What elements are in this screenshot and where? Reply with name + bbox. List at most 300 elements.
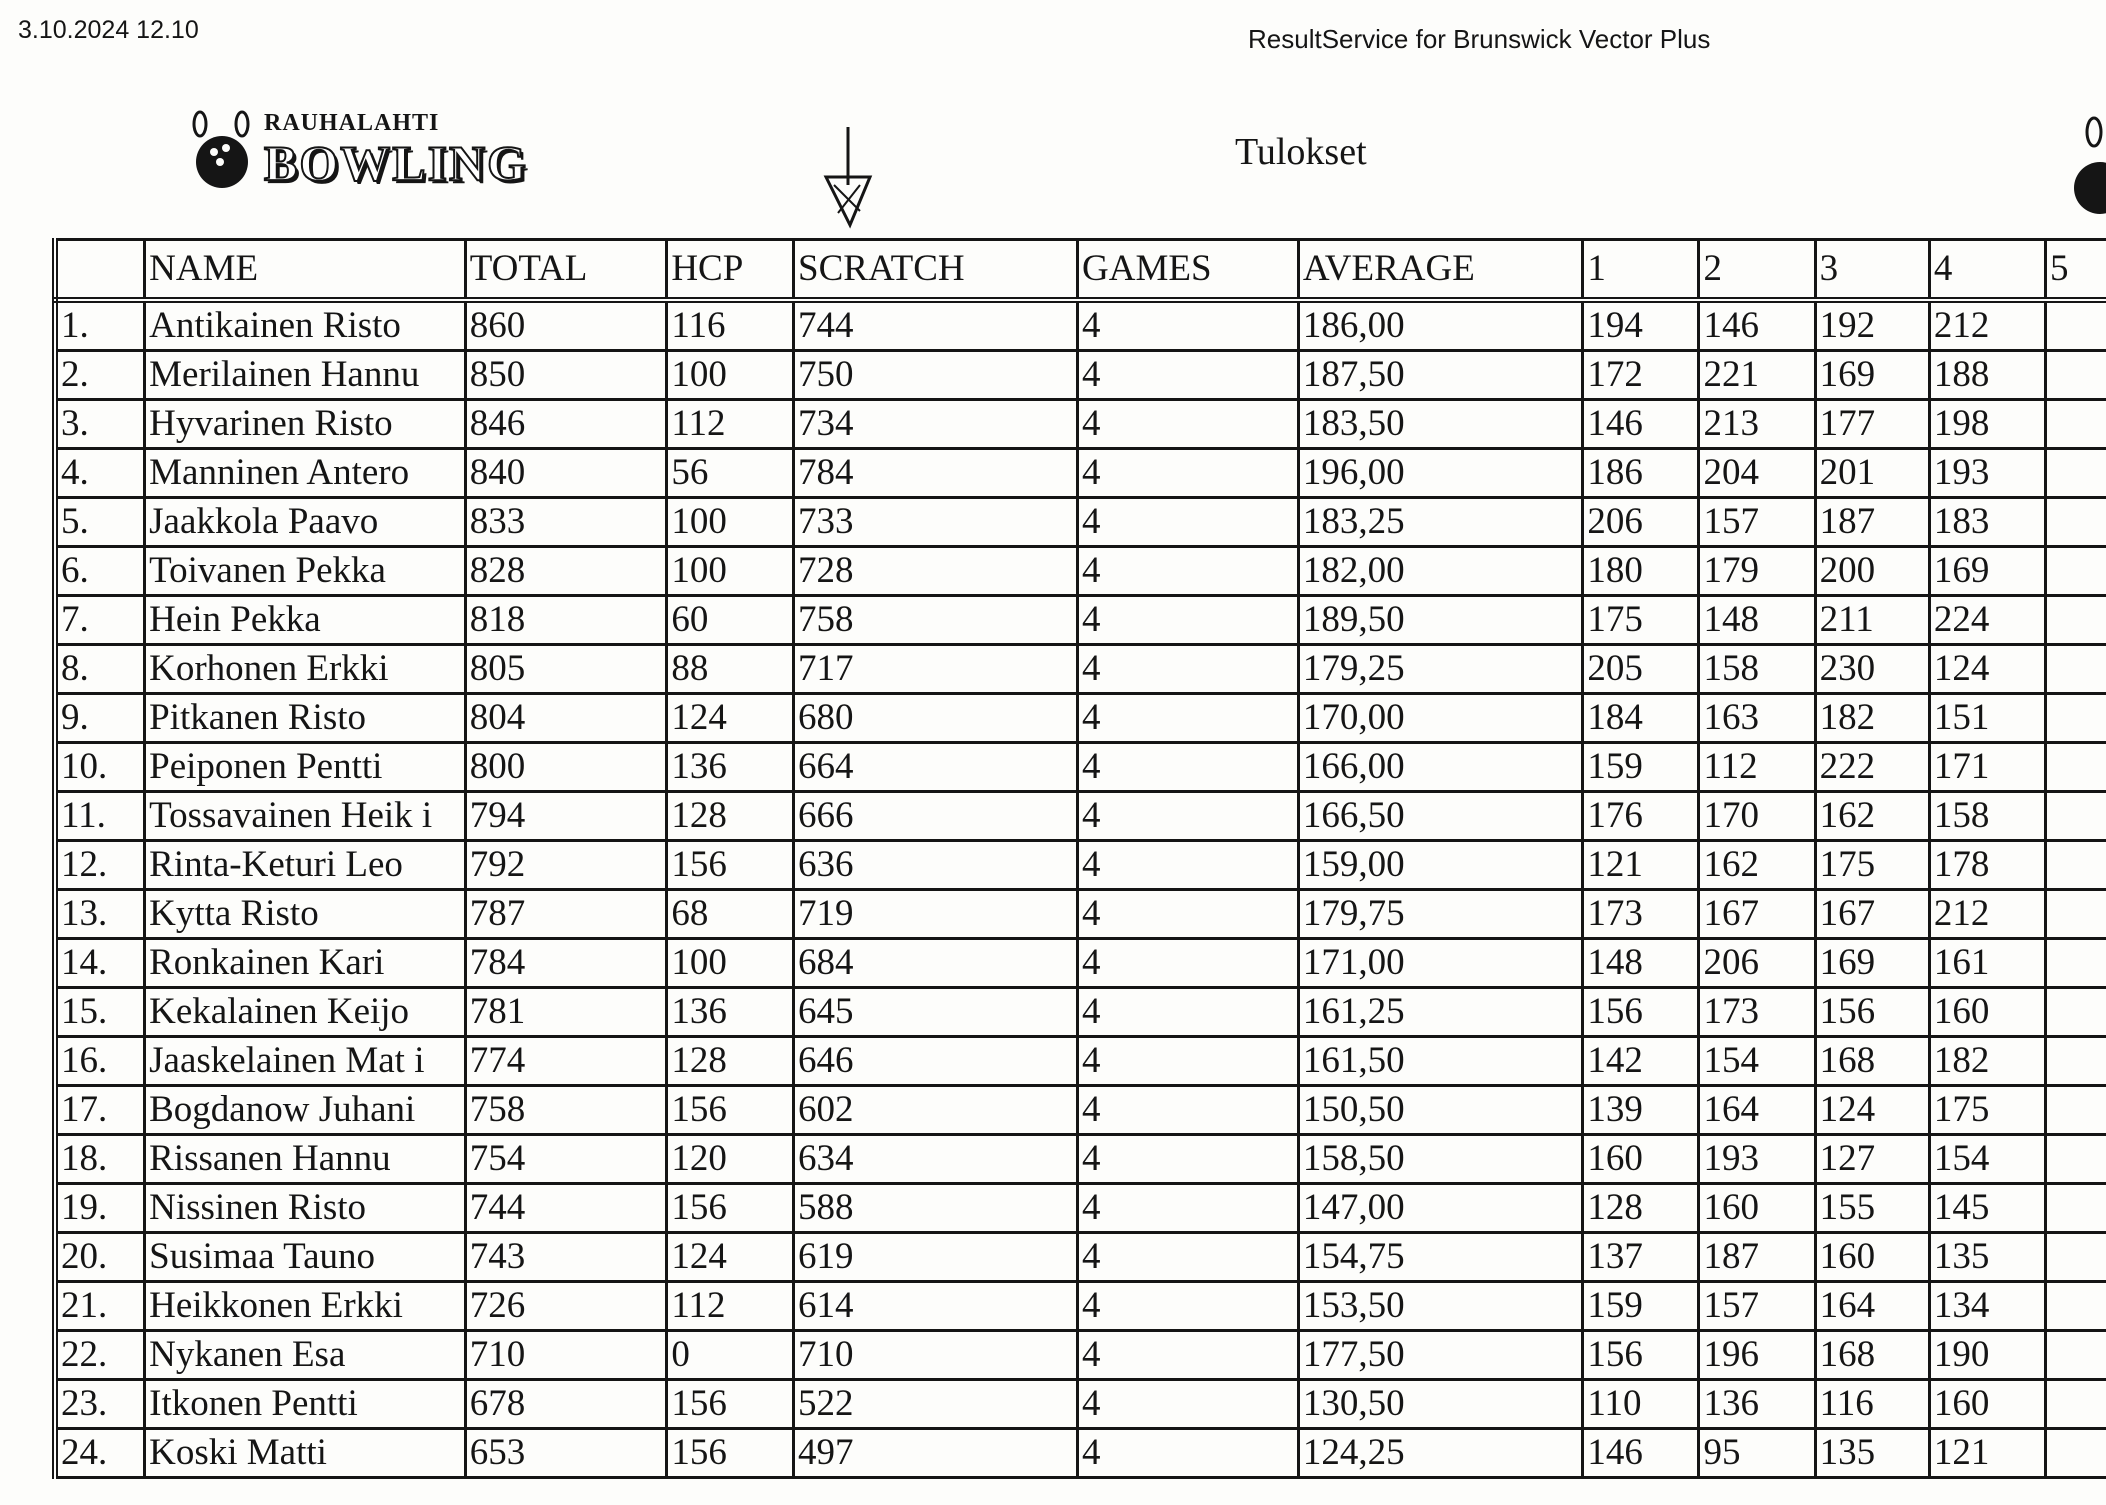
cell-average: 187,50 (1298, 351, 1583, 400)
pen-mark-icon (820, 125, 876, 235)
rauhalahti-bowling-logo (190, 104, 530, 196)
cell-g4: 212 (1929, 300, 2045, 351)
cell-total: 787 (465, 890, 667, 939)
cell-g2: 221 (1699, 351, 1815, 400)
col-total-header: TOTAL (465, 240, 667, 301)
cell-games: 4 (1078, 1282, 1299, 1331)
logo-line-2: BOWLING (264, 135, 529, 191)
cell-g2: 160 (1699, 1184, 1815, 1233)
cell-g4: 224 (1929, 596, 2045, 645)
cell-g1: 175 (1583, 596, 1699, 645)
cell-g4: 145 (1929, 1184, 2045, 1233)
col-game5-header: 5 (2045, 240, 2106, 301)
cell-g4: 160 (1929, 988, 2045, 1037)
cell-g5 (2045, 1233, 2106, 1282)
cell-g3: 127 (1815, 1135, 1929, 1184)
cell-total: 784 (465, 939, 667, 988)
cell-scratch: 666 (794, 792, 1078, 841)
cell-g4: 198 (1929, 400, 2045, 449)
table-row (55, 694, 2106, 743)
col-rank-header (55, 240, 145, 301)
col-games-header: GAMES (1078, 240, 1299, 301)
cell-g5 (2045, 1184, 2106, 1233)
cell-rank: 11. (55, 792, 145, 841)
cell-name: Hein Pekka (145, 596, 466, 645)
table-row (55, 1086, 2106, 1135)
cell-average: 179,25 (1298, 645, 1583, 694)
cell-g1: 146 (1583, 1429, 1699, 1478)
cell-g1: 194 (1583, 300, 1699, 351)
cell-g5 (2045, 890, 2106, 939)
cell-g4: 178 (1929, 841, 2045, 890)
cell-rank: 24. (55, 1429, 145, 1478)
cell-hcp: 112 (667, 1282, 794, 1331)
cell-g5 (2045, 1282, 2106, 1331)
cell-g1: 159 (1583, 1282, 1699, 1331)
cell-g4: 135 (1929, 1233, 2045, 1282)
cell-total: 833 (465, 498, 667, 547)
cell-g5 (2045, 596, 2106, 645)
cell-rank: 12. (55, 841, 145, 890)
cell-g4: 154 (1929, 1135, 2045, 1184)
cell-scratch: 719 (794, 890, 1078, 939)
cell-g5 (2045, 645, 2106, 694)
cell-hcp: 0 (667, 1331, 794, 1380)
cell-total: 653 (465, 1429, 667, 1478)
col-average-header: AVERAGE (1298, 240, 1583, 301)
cell-hcp: 60 (667, 596, 794, 645)
cell-hcp: 112 (667, 400, 794, 449)
cell-hcp: 124 (667, 694, 794, 743)
cell-g1: 206 (1583, 498, 1699, 547)
cell-name: Merilainen Hannu (145, 351, 466, 400)
cell-g5 (2045, 841, 2106, 890)
cell-scratch: 750 (794, 351, 1078, 400)
cell-hcp: 68 (667, 890, 794, 939)
cell-games: 4 (1078, 1184, 1299, 1233)
col-game2-header: 2 (1699, 240, 1815, 301)
cell-total: 710 (465, 1331, 667, 1380)
cell-g3: 175 (1815, 841, 1929, 890)
cell-average: 179,75 (1298, 890, 1583, 939)
cell-scratch: 636 (794, 841, 1078, 890)
cell-games: 4 (1078, 400, 1299, 449)
cell-total: 754 (465, 1135, 667, 1184)
cell-g4: 134 (1929, 1282, 2045, 1331)
cell-g1: 159 (1583, 743, 1699, 792)
cell-g3: 201 (1815, 449, 1929, 498)
cell-total: 800 (465, 743, 667, 792)
cell-games: 4 (1078, 694, 1299, 743)
cell-games: 4 (1078, 1086, 1299, 1135)
cell-games: 4 (1078, 547, 1299, 596)
cell-average: 189,50 (1298, 596, 1583, 645)
cell-games: 4 (1078, 351, 1299, 400)
cell-total: 678 (465, 1380, 667, 1429)
cell-scratch: 588 (794, 1184, 1078, 1233)
cell-g1: 180 (1583, 547, 1699, 596)
table-row (55, 988, 2106, 1037)
table-row (55, 498, 2106, 547)
table-row (55, 300, 2106, 351)
cell-g4: 183 (1929, 498, 2045, 547)
cell-g4: 212 (1929, 890, 2045, 939)
col-game3-header: 3 (1815, 240, 1929, 301)
cell-rank: 21. (55, 1282, 145, 1331)
cell-g4: 158 (1929, 792, 2045, 841)
table-row (55, 890, 2106, 939)
cell-name: Susimaa Tauno (145, 1233, 466, 1282)
cell-name: Antikainen Risto (145, 300, 466, 351)
cell-g4: 121 (1929, 1429, 2045, 1478)
cell-average: 183,50 (1298, 400, 1583, 449)
cell-hcp: 156 (667, 1380, 794, 1429)
cell-scratch: 497 (794, 1429, 1078, 1478)
results-table (52, 238, 2106, 1479)
cell-games: 4 (1078, 939, 1299, 988)
table-row (55, 841, 2106, 890)
cell-g5 (2045, 1086, 2106, 1135)
cell-name: Kytta Risto (145, 890, 466, 939)
cell-scratch: 680 (794, 694, 1078, 743)
table-row (55, 1037, 2106, 1086)
cell-name: Nykanen Esa (145, 1331, 466, 1380)
cell-g2: 112 (1699, 743, 1815, 792)
cell-games: 4 (1078, 596, 1299, 645)
cell-g4: 171 (1929, 743, 2045, 792)
cell-g2: 204 (1699, 449, 1815, 498)
cell-g5 (2045, 498, 2106, 547)
cell-scratch: 717 (794, 645, 1078, 694)
cell-hcp: 100 (667, 547, 794, 596)
cell-rank: 17. (55, 1086, 145, 1135)
cell-g5 (2045, 1037, 2106, 1086)
cell-g3: 156 (1815, 988, 1929, 1037)
cell-games: 4 (1078, 841, 1299, 890)
cell-average: 158,50 (1298, 1135, 1583, 1184)
cell-g2: 164 (1699, 1086, 1815, 1135)
cell-total: 805 (465, 645, 667, 694)
cell-average: 186,00 (1298, 300, 1583, 351)
cell-average: 124,25 (1298, 1429, 1583, 1478)
cell-hcp: 120 (667, 1135, 794, 1184)
col-game1-header: 1 (1583, 240, 1699, 301)
cell-g2: 193 (1699, 1135, 1815, 1184)
cell-average: 183,25 (1298, 498, 1583, 547)
cell-g2: 170 (1699, 792, 1815, 841)
bowling-pin-icon (2070, 110, 2106, 220)
cell-g3: 169 (1815, 351, 1929, 400)
table-row (55, 1380, 2106, 1429)
cell-g1: 172 (1583, 351, 1699, 400)
cell-total: 744 (465, 1184, 667, 1233)
cell-rank: 19. (55, 1184, 145, 1233)
cell-total: 743 (465, 1233, 667, 1282)
cell-g1: 148 (1583, 939, 1699, 988)
cell-g1: 160 (1583, 1135, 1699, 1184)
cell-hcp: 100 (667, 498, 794, 547)
cell-g4: 175 (1929, 1086, 2045, 1135)
cell-games: 4 (1078, 1233, 1299, 1282)
cell-scratch: 784 (794, 449, 1078, 498)
cell-rank: 9. (55, 694, 145, 743)
cell-g4: 169 (1929, 547, 2045, 596)
cell-name: Pitkanen Risto (145, 694, 466, 743)
cell-g5 (2045, 1429, 2106, 1478)
cell-scratch: 645 (794, 988, 1078, 1037)
cell-hcp: 156 (667, 1429, 794, 1478)
table-row (55, 792, 2106, 841)
cell-g1: 184 (1583, 694, 1699, 743)
cell-g3: 164 (1815, 1282, 1929, 1331)
cell-g4: 193 (1929, 449, 2045, 498)
cell-scratch: 614 (794, 1282, 1078, 1331)
cell-g3: 187 (1815, 498, 1929, 547)
table-header-row (55, 240, 2106, 301)
table-row (55, 1331, 2106, 1380)
cell-g5 (2045, 351, 2106, 400)
cell-g2: 162 (1699, 841, 1815, 890)
cell-g3: 168 (1815, 1331, 1929, 1380)
cell-scratch: 634 (794, 1135, 1078, 1184)
cell-rank: 14. (55, 939, 145, 988)
cell-name: Rissanen Hannu (145, 1135, 466, 1184)
cell-g5 (2045, 1380, 2106, 1429)
cell-average: 150,50 (1298, 1086, 1583, 1135)
cell-average: 161,25 (1298, 988, 1583, 1037)
cell-name: Heikkonen Erkki (145, 1282, 466, 1331)
cell-g2: 179 (1699, 547, 1815, 596)
cell-hcp: 56 (667, 449, 794, 498)
cell-games: 4 (1078, 645, 1299, 694)
cell-scratch: 758 (794, 596, 1078, 645)
cell-games: 4 (1078, 1380, 1299, 1429)
cell-g3: 162 (1815, 792, 1929, 841)
table-row (55, 547, 2106, 596)
cell-average: 166,00 (1298, 743, 1583, 792)
cell-total: 840 (465, 449, 667, 498)
page-title: Tulokset (1235, 131, 1367, 173)
cell-g1: 186 (1583, 449, 1699, 498)
cell-g5 (2045, 694, 2106, 743)
cell-rank: 5. (55, 498, 145, 547)
cell-hcp: 124 (667, 1233, 794, 1282)
cell-name: Kekalainen Keijo (145, 988, 466, 1037)
cell-average: 153,50 (1298, 1282, 1583, 1331)
cell-total: 781 (465, 988, 667, 1037)
cell-g3: 155 (1815, 1184, 1929, 1233)
cell-g2: 196 (1699, 1331, 1815, 1380)
cell-name: Jaakkola Paavo (145, 498, 466, 547)
cell-total: 774 (465, 1037, 667, 1086)
cell-g5 (2045, 449, 2106, 498)
table-row (55, 939, 2106, 988)
cell-g3: 182 (1815, 694, 1929, 743)
cell-g2: 163 (1699, 694, 1815, 743)
cell-average: 147,00 (1298, 1184, 1583, 1233)
cell-rank: 13. (55, 890, 145, 939)
cell-name: Itkonen Pentti (145, 1380, 466, 1429)
cell-hcp: 100 (667, 351, 794, 400)
table-row (55, 1233, 2106, 1282)
cell-g1: 128 (1583, 1184, 1699, 1233)
cell-average: 166,50 (1298, 792, 1583, 841)
cell-rank: 3. (55, 400, 145, 449)
col-game4-header: 4 (1929, 240, 2045, 301)
cell-g2: 154 (1699, 1037, 1815, 1086)
cell-g4: 190 (1929, 1331, 2045, 1380)
cell-g2: 187 (1699, 1233, 1815, 1282)
cell-rank: 1. (55, 300, 145, 351)
cell-total: 850 (465, 351, 667, 400)
cell-g2: 206 (1699, 939, 1815, 988)
cell-scratch: 710 (794, 1331, 1078, 1380)
bowling-ball-pins-icon (190, 104, 270, 196)
cell-name: Hyvarinen Risto (145, 400, 466, 449)
cell-g3: 168 (1815, 1037, 1929, 1086)
cell-name: Nissinen Risto (145, 1184, 466, 1233)
cell-scratch: 744 (794, 300, 1078, 351)
cell-g4: 182 (1929, 1037, 2045, 1086)
cell-scratch: 684 (794, 939, 1078, 988)
cell-g3: 192 (1815, 300, 1929, 351)
cell-g3: 167 (1815, 890, 1929, 939)
cell-g3: 230 (1815, 645, 1929, 694)
cell-g3: 169 (1815, 939, 1929, 988)
cell-rank: 16. (55, 1037, 145, 1086)
cell-rank: 8. (55, 645, 145, 694)
cell-games: 4 (1078, 890, 1299, 939)
cell-games: 4 (1078, 498, 1299, 547)
cell-g5 (2045, 547, 2106, 596)
cell-g3: 211 (1815, 596, 1929, 645)
table-row (55, 400, 2106, 449)
cell-total: 794 (465, 792, 667, 841)
cell-g4: 160 (1929, 1380, 2045, 1429)
cell-scratch: 664 (794, 743, 1078, 792)
cell-rank: 10. (55, 743, 145, 792)
cell-g4: 124 (1929, 645, 2045, 694)
cell-rank: 15. (55, 988, 145, 1037)
cell-games: 4 (1078, 449, 1299, 498)
cell-total: 846 (465, 400, 667, 449)
cell-scratch: 646 (794, 1037, 1078, 1086)
cell-rank: 18. (55, 1135, 145, 1184)
cell-g3: 116 (1815, 1380, 1929, 1429)
cell-hcp: 116 (667, 300, 794, 351)
cell-g1: 137 (1583, 1233, 1699, 1282)
table-row (55, 1135, 2106, 1184)
cell-g1: 156 (1583, 988, 1699, 1037)
cell-scratch: 602 (794, 1086, 1078, 1135)
cell-g5 (2045, 400, 2106, 449)
cell-average: 159,00 (1298, 841, 1583, 890)
cell-rank: 7. (55, 596, 145, 645)
cell-total: 860 (465, 300, 667, 351)
table-row (55, 1184, 2106, 1233)
col-scratch-header: SCRATCH (794, 240, 1078, 301)
cell-g3: 124 (1815, 1086, 1929, 1135)
cell-g2: 157 (1699, 498, 1815, 547)
cell-games: 4 (1078, 1037, 1299, 1086)
cell-average: 177,50 (1298, 1331, 1583, 1380)
cell-rank: 6. (55, 547, 145, 596)
cell-g2: 136 (1699, 1380, 1815, 1429)
cell-name: Rinta-Keturi Leo (145, 841, 466, 890)
cell-hcp: 156 (667, 841, 794, 890)
cell-g1: 110 (1583, 1380, 1699, 1429)
cell-hcp: 128 (667, 792, 794, 841)
cell-g5 (2045, 743, 2106, 792)
cell-total: 758 (465, 1086, 667, 1135)
cell-g3: 200 (1815, 547, 1929, 596)
table-row (55, 596, 2106, 645)
cell-scratch: 734 (794, 400, 1078, 449)
table-row (55, 743, 2106, 792)
cell-g2: 146 (1699, 300, 1815, 351)
cell-scratch: 619 (794, 1233, 1078, 1282)
cell-hcp: 88 (667, 645, 794, 694)
cell-average: 130,50 (1298, 1380, 1583, 1429)
cell-rank: 23. (55, 1380, 145, 1429)
table-row (55, 449, 2106, 498)
cell-total: 828 (465, 547, 667, 596)
cell-games: 4 (1078, 988, 1299, 1037)
cell-hcp: 156 (667, 1184, 794, 1233)
cell-name: Koski Matti (145, 1429, 466, 1478)
cell-name: Peiponen Pentti (145, 743, 466, 792)
cell-g1: 205 (1583, 645, 1699, 694)
cell-g1: 176 (1583, 792, 1699, 841)
table-row (55, 1282, 2106, 1331)
cell-g2: 148 (1699, 596, 1815, 645)
cell-rank: 22. (55, 1331, 145, 1380)
cell-hcp: 128 (667, 1037, 794, 1086)
cell-g2: 95 (1699, 1429, 1815, 1478)
cell-g1: 173 (1583, 890, 1699, 939)
cell-rank: 4. (55, 449, 145, 498)
cell-g1: 146 (1583, 400, 1699, 449)
cell-hcp: 136 (667, 988, 794, 1037)
cell-g1: 156 (1583, 1331, 1699, 1380)
print-datetime: 3.10.2024 12.10 (18, 16, 199, 44)
cell-g5 (2045, 1331, 2106, 1380)
cell-rank: 20. (55, 1233, 145, 1282)
cell-g5 (2045, 939, 2106, 988)
cell-g2: 173 (1699, 988, 1815, 1037)
cell-average: 182,00 (1298, 547, 1583, 596)
cell-name: Korhonen Erkki (145, 645, 466, 694)
cell-average: 170,00 (1298, 694, 1583, 743)
cell-name: Jaaskelainen Mat i (145, 1037, 466, 1086)
cell-hcp: 156 (667, 1086, 794, 1135)
cell-g2: 167 (1699, 890, 1815, 939)
cell-rank: 2. (55, 351, 145, 400)
cell-games: 4 (1078, 1331, 1299, 1380)
cell-average: 171,00 (1298, 939, 1583, 988)
cell-g5 (2045, 1135, 2106, 1184)
cell-g1: 142 (1583, 1037, 1699, 1086)
logo-line-1: RAUHALAHTI (264, 110, 440, 136)
cell-name: Tossavainen Heik i (145, 792, 466, 841)
cell-name: Manninen Antero (145, 449, 466, 498)
software-name: ResultService for Brunswick Vector Plus (1248, 24, 1711, 54)
cell-g1: 139 (1583, 1086, 1699, 1135)
cell-scratch: 733 (794, 498, 1078, 547)
cell-games: 4 (1078, 792, 1299, 841)
table-row (55, 1429, 2106, 1478)
cell-g5 (2045, 792, 2106, 841)
